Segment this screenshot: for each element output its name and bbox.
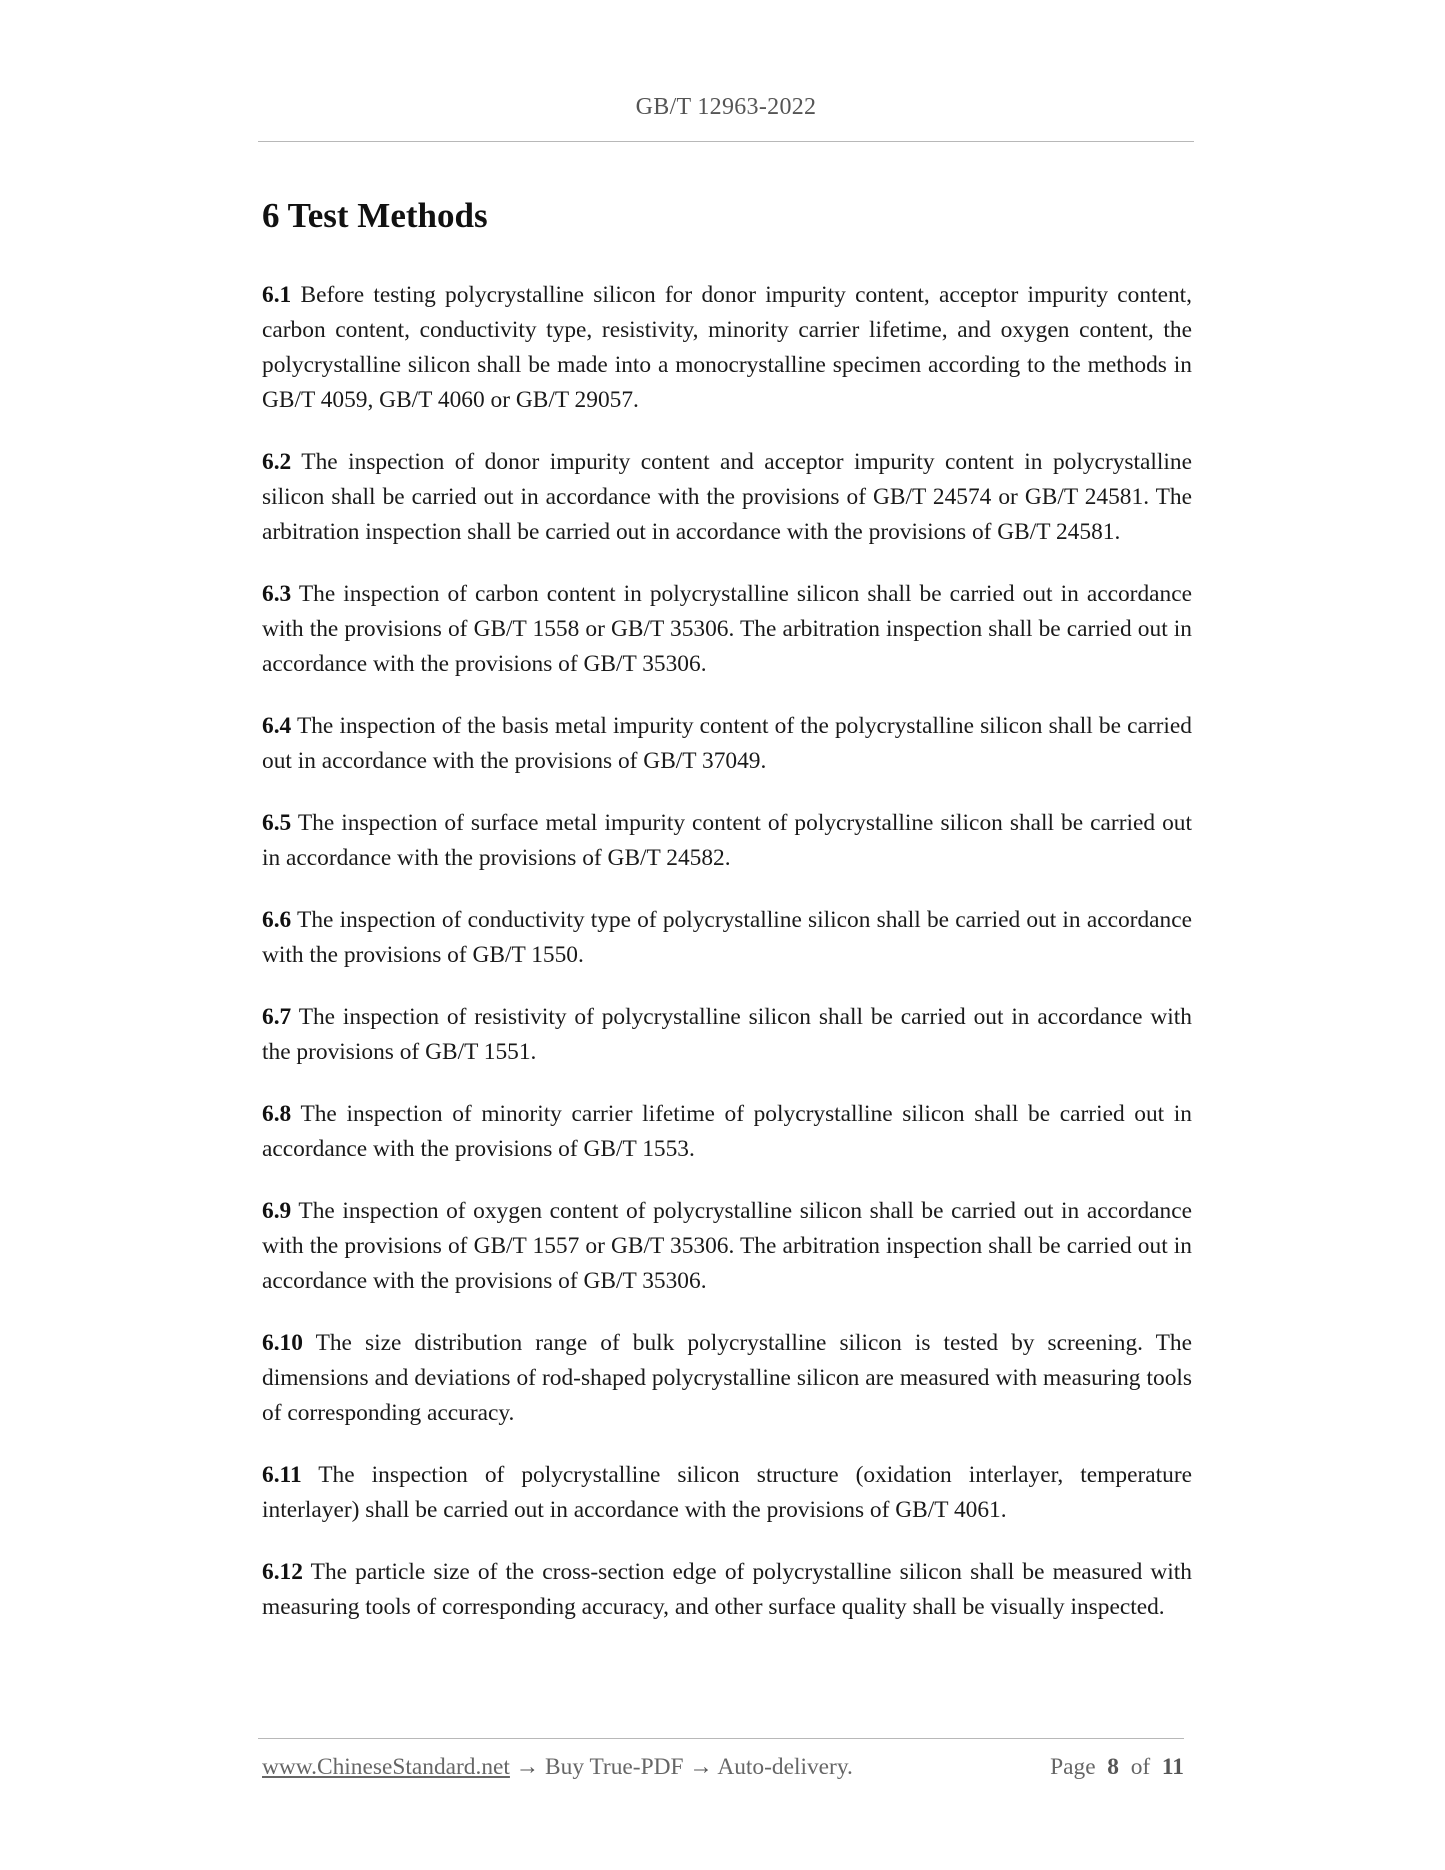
clause-text: The particle size of the cross-section edge of polycrystalline silicon shall be measured with measuring tools of corresponding accuracy, and other surface quality shall be visually inspected. — [262, 1559, 1192, 1620]
arrow-right-icon: → — [515, 1754, 540, 1780]
clause-number: 6.3 — [262, 581, 292, 607]
clause-6-6 — [262, 903, 1192, 973]
clause-text: The inspection of oxygen content of polycrystalline silicon shall be carried out in accordance with the provisions of GB/T 1557 or GB/T 35306. The arbitration inspection shall be carried out in accordance with the provisions of GB/T 35306. — [262, 1198, 1192, 1294]
page-total: 11 — [1161, 1754, 1184, 1780]
header-divider — [258, 141, 1194, 142]
clause-6-7 — [262, 1000, 1192, 1070]
clause-list — [262, 278, 1192, 1652]
clause-number: 6.10 — [262, 1330, 303, 1356]
clause-text: The inspection of the basis metal impurity content of the polycrystalline silicon shall be carried out in accordance with the provisions of GB/T 37049. — [262, 713, 1192, 774]
page-number: 8 — [1107, 1754, 1119, 1780]
clause-text: Before testing polycrystalline silicon for donor impurity content, acceptor impurity content, carbon content, conductivity type, resistivity, minority carrier lifetime, and oxygen content, the polycrystalline silicon shall be made into a monocrystalline specimen according to the methods in GB/T 4059, GB/T 4060 or GB/T 29057. — [262, 282, 1192, 413]
delivery-text: Auto-delivery. — [717, 1754, 853, 1780]
clause-number: 6.7 — [262, 1004, 292, 1030]
clause-text: The inspection of minority carrier lifetime of polycrystalline silicon shall be carried out in accordance with the provisions of GB/T 1553. — [262, 1101, 1192, 1162]
section-title: 6 Test Methods — [262, 196, 488, 235]
clause-number: 6.2 — [262, 449, 292, 475]
clause-number: 6.6 — [262, 907, 292, 933]
clause-6-8 — [262, 1097, 1192, 1167]
website-link[interactable]: www.ChineseStandard.net — [262, 1754, 510, 1780]
clause-6-10 — [262, 1326, 1192, 1431]
clause-number: 6.8 — [262, 1101, 292, 1127]
clause-6-12 — [262, 1555, 1192, 1625]
clause-number: 6.4 — [262, 713, 292, 739]
clause-6-11 — [262, 1458, 1192, 1528]
of-label: of — [1130, 1754, 1151, 1780]
clause-6-2 — [262, 445, 1192, 550]
document-header: GB/T 12963-2022 — [635, 94, 817, 120]
clause-6-1 — [262, 278, 1192, 418]
clause-number: 6.12 — [262, 1559, 303, 1585]
clause-text: The inspection of conductivity type of polycrystalline silicon shall be carried out in accordance with the provisions of GB/T 1550. — [262, 907, 1192, 968]
page-label: Page — [1050, 1754, 1096, 1780]
clause-number: 6.11 — [262, 1462, 302, 1488]
clause-6-4 — [262, 709, 1192, 779]
clause-number: 6.9 — [262, 1198, 292, 1224]
footer-promo — [262, 1754, 853, 1781]
clause-text: The inspection of donor impurity content and acceptor impurity content in polycrystalline silicon shall be carried out in accordance with the provisions of GB/T 24574 or GB/T 24581. The arbitration inspection shall be carried out in accordance with the provisions of GB/T 24581. — [262, 449, 1192, 545]
clause-6-3 — [262, 577, 1192, 682]
arrow-right-icon: → — [689, 1754, 713, 1780]
page-indicator — [1050, 1754, 1184, 1781]
clause-6-9 — [262, 1194, 1192, 1299]
clause-number: 6.5 — [262, 810, 292, 836]
footer-divider — [258, 1738, 1184, 1739]
clause-number: 6.1 — [262, 282, 292, 308]
clause-6-5 — [262, 806, 1192, 876]
clause-text: The inspection of polycrystalline silicon structure (oxidation interlayer, temperature interlayer) shall be carried out in accordance with the provisions of GB/T 4061. — [262, 1462, 1192, 1523]
buy-pdf-text: Buy True-PDF — [545, 1754, 684, 1780]
clause-text: The inspection of surface metal impurity content of polycrystalline silicon shall be carried out in accordance with the provisions of GB/T 24582. — [262, 810, 1192, 871]
clause-text: The inspection of carbon content in polycrystalline silicon shall be carried out in accordance with the provisions of GB/T 1558 or GB/T 35306. The arbitration inspection shall be carried out in accordance with the provisions of GB/T 35306. — [262, 581, 1192, 677]
clause-text: The size distribution range of bulk polycrystalline silicon is tested by screening. The dimensions and deviations of rod-shaped polycrystalline silicon are measured with measuring tools of corresponding accuracy. — [262, 1330, 1192, 1426]
clause-text: The inspection of resistivity of polycrystalline silicon shall be carried out in accordance with the provisions of GB/T 1551. — [262, 1004, 1192, 1065]
page-footer — [262, 1754, 1184, 1781]
